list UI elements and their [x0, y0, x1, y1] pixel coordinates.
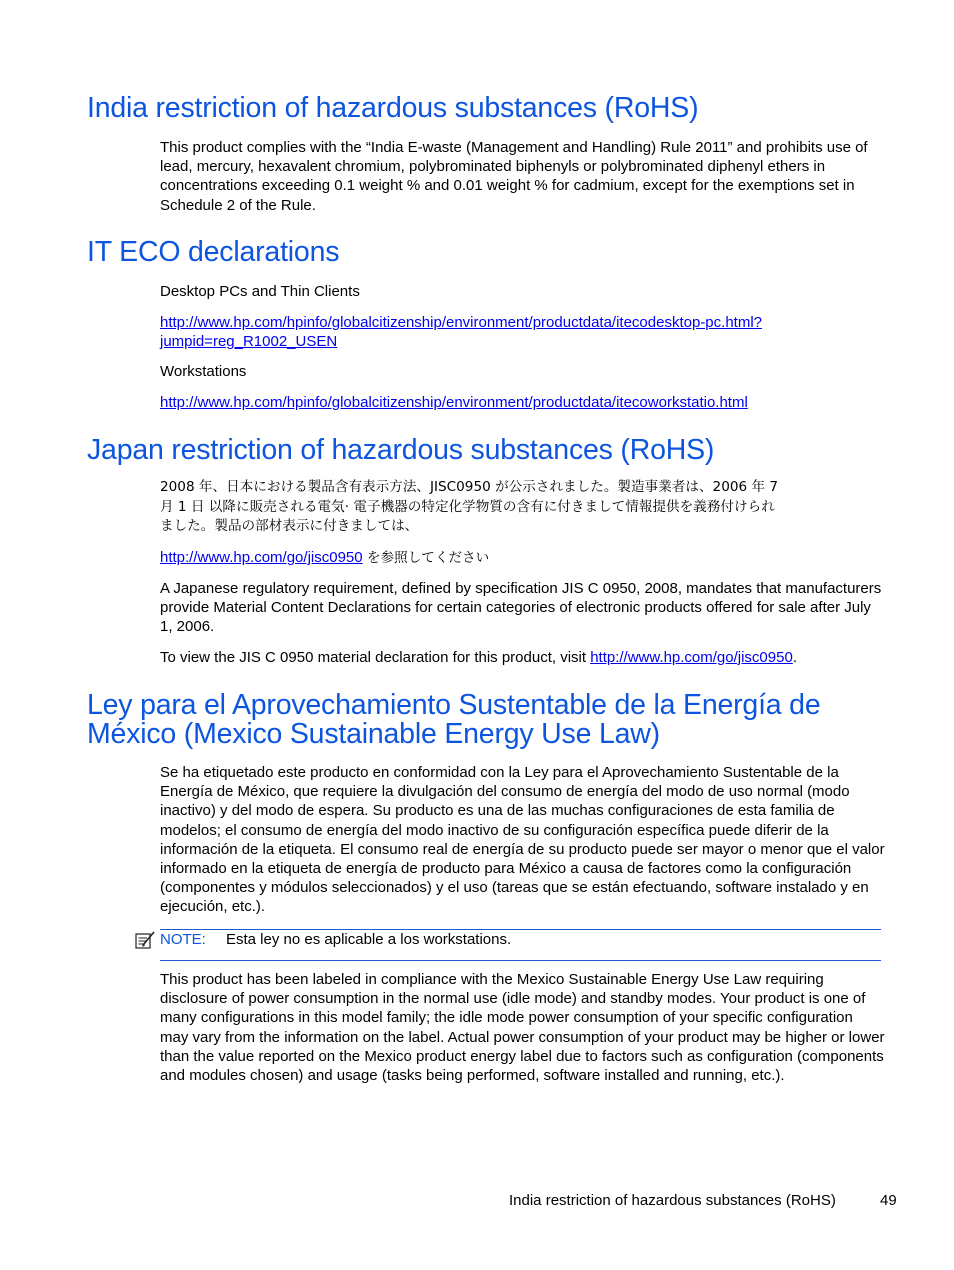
note-label: NOTE: [160, 931, 206, 948]
desktop-link-continued[interactable]: jumpid=reg_R1002_USEN [160, 333, 338, 351]
desktop-link-block [160, 313, 885, 351]
japan-notice-line-1: 2008 年、日本における製品含有表示方法、JISC0950 が公示されました。製造事業者は、2006 年 7 [160, 479, 779, 495]
mexico-heading-line-2: México (Mexico Sustainable Energy Use Law) [87, 718, 660, 750]
mexico-body-en: This product has been labeled in compliance with the Mexico Sustainable Energy Use Law requiring disclosure of power consumption in the normal use (idle mode) and standby modes. Your product is one of many configurations in this model family; the idle mode power consumption of your specific configuration may vary from the information on the label. Actual power consumption of your product may be higher or lower than the value reported on the Mexico product energy label due to factors such as configuration (components and modules chosen) and usage (tasks being performed, software installed and running, etc.). [160, 971, 885, 1085]
japan-rohs-heading: Japan restriction of hazardous substances (RoHS) [87, 434, 715, 466]
jisc-link[interactable]: http://www.hp.com/go/jisc0950 [590, 649, 793, 666]
jisc-link-jp[interactable]: http://www.hp.com/go/jisc0950 [160, 549, 363, 566]
japan-view-suffix: . [792, 649, 797, 666]
japan-notice-jp [160, 478, 885, 537]
it-eco-heading: IT ECO declarations [87, 236, 340, 268]
desktop-link[interactable]: http://www.hp.com/hpinfo/globalcitizenship/environment/productdata/itecodesktop-pc.html? [160, 314, 762, 331]
japan-requirement-body: A Japanese regulatory requirement, defined by specification JIS C 0950, 2008, mandates that manufacturers provide Material Content Declarations for certain categories of electronic products offered for sale after July 1, 2006. [160, 580, 882, 636]
india-rohs-body: This product complies with the “India E-waste (Management and Handling) Rule 2011” and prohibits use of lead, mercury, hexavalent chromium, polybrominated biphenyls or polybrominated diphenyl ethers in concentrations exceeding 0.1 weight % and 0.01 weight % for cadmium, except for the exemptions set in Schedule 2 of the Rule. [160, 139, 868, 214]
desktop-label: Desktop PCs and Thin Clients [160, 283, 360, 300]
india-rohs-heading: India restriction of hazardous substances (RoHS) [87, 92, 699, 124]
footer-title: India restriction of hazardous substances (RoHS) [509, 1192, 836, 1209]
mexico-heading [87, 691, 820, 749]
japan-view-line [160, 648, 885, 667]
jisc-link-suffix: を参照してください [362, 550, 490, 566]
page-number: 49 [880, 1192, 897, 1209]
mexico-heading-line-1: Ley para el Aprovechamiento Sustentable de la Energía de [87, 689, 821, 721]
jisc-link-line [160, 548, 885, 569]
workstations-label: Workstations [160, 363, 247, 380]
japan-notice-line-3: ました。製品の部材表示に付きましては、 [160, 518, 419, 534]
workstations-link[interactable]: http://www.hp.com/hpinfo/globalcitizenship/environment/productdata/itecoworkstatio.html [160, 394, 748, 411]
note-text: Esta ley no es aplicable a los workstations. [226, 931, 512, 948]
mexico-body-es: Se ha etiquetado este producto en conformidad con la Ley para el Aprovechamiento Sustentable de la Energía de México, que requiere la divulgación del consumo de energía del modo de uso normal (modo inactivo) y del modo de espera. Su producto es una de las muchas configuraciones de esta familia de modelos; el consumo de energía del modo inactivo de su configuración específica puede diferir de la información de la etiqueta. El consumo real de energía de su producto puede ser mayor o menor que el valor informado en la etiqueta de energía de producto para México a causa de factores como la configuración (componentes y módulos seleccionados) y el uso (tareas que se están efectuando, software instalado y en ejecución, etc.). [160, 764, 885, 916]
japan-notice-line-2: 月 1 日 以降に販売される電気· 電子機器の特定化学物質の含有に付きまして情報提供を義務付けられ [160, 498, 775, 515]
note-icon [134, 930, 156, 950]
workstations-link-block [160, 393, 885, 412]
japan-view-prefix: To view the JIS C 0950 material declaration for this product, visit [160, 649, 591, 666]
